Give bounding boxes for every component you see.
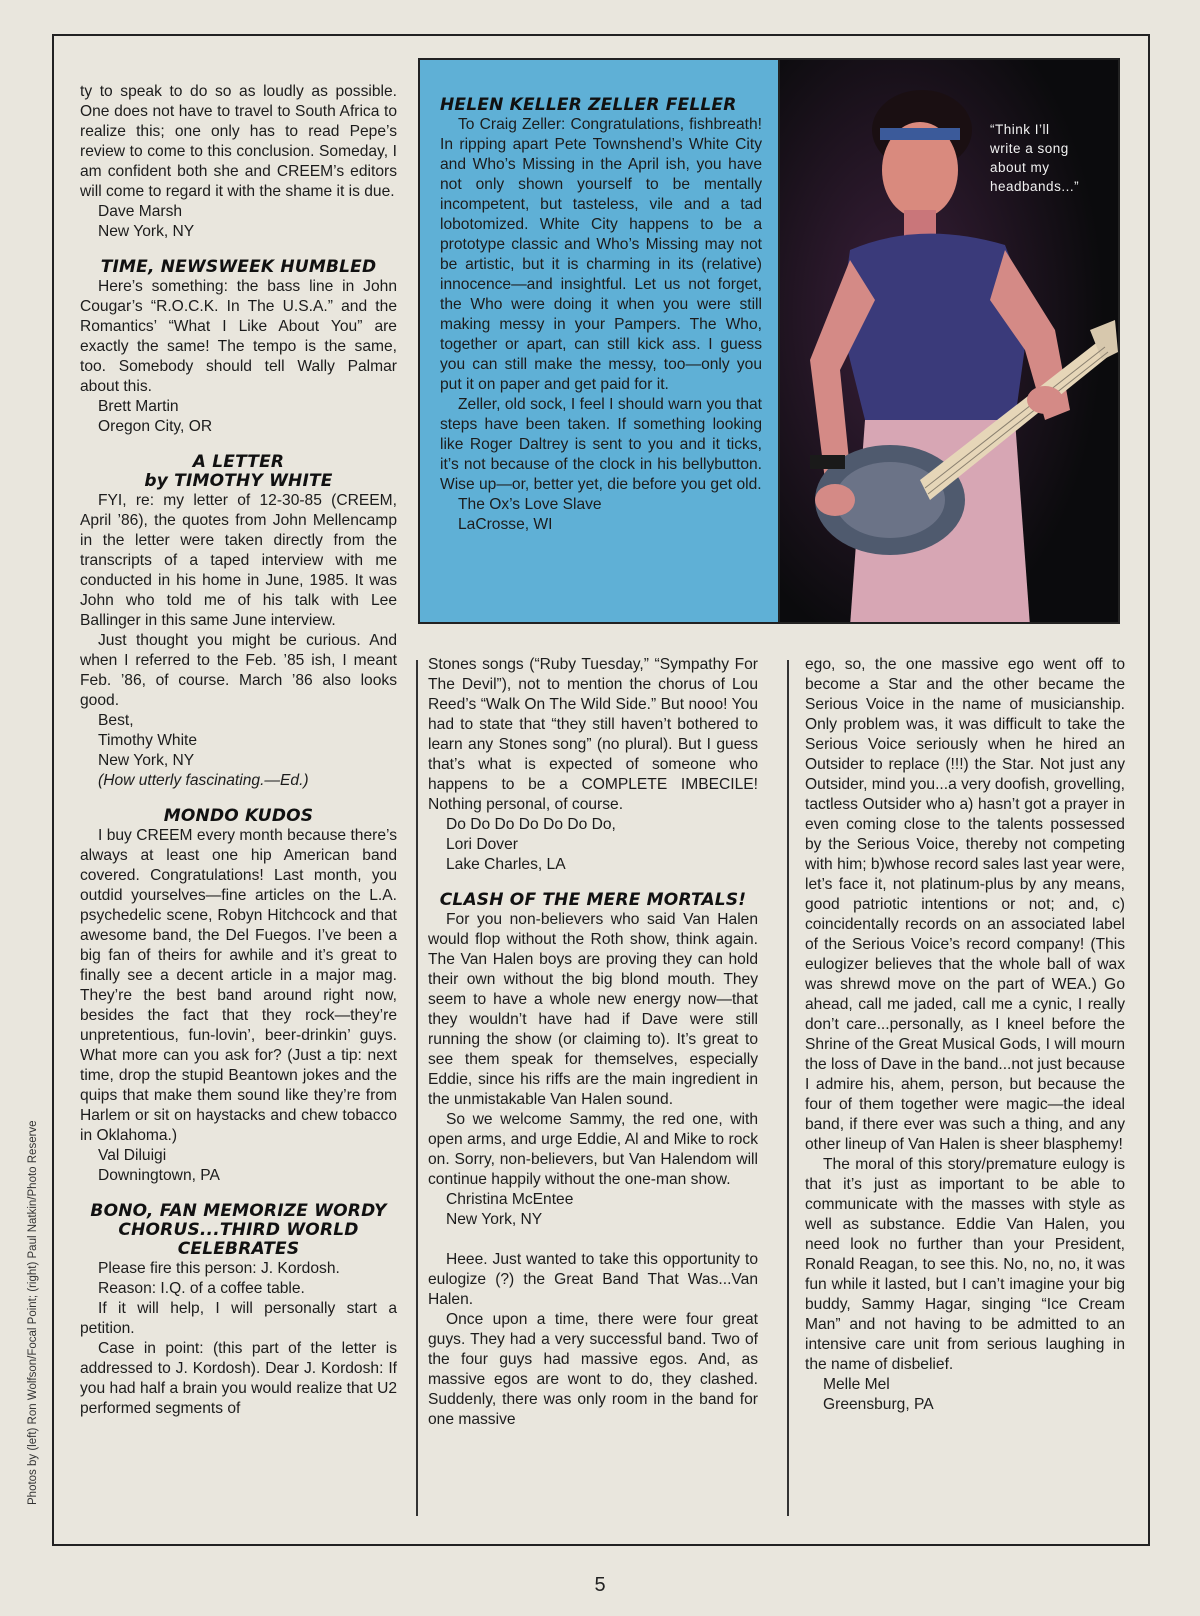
letter-headline bbox=[80, 453, 397, 491]
letter-body: Please fire this person: J. Kordosh. bbox=[98, 1260, 340, 1277]
signature-name: Val Diluigi bbox=[98, 1147, 167, 1164]
page-number: 5 bbox=[594, 1574, 606, 1596]
headline-line: CHORUS...THIRD WORLD CELEBRATES bbox=[118, 1220, 359, 1259]
signature-place: Oregon City, OR bbox=[98, 418, 213, 435]
caption-line: headbands...” bbox=[990, 179, 1080, 194]
middle-column bbox=[428, 655, 758, 1430]
caption-line: about my bbox=[990, 160, 1050, 175]
signature-name: The Ox’s Love Slave bbox=[458, 496, 602, 513]
signature-name: Melle Mel bbox=[823, 1376, 890, 1393]
left-column bbox=[80, 82, 397, 1419]
letter-headline: HELEN KELLER ZELLER FELLER bbox=[440, 95, 737, 115]
letter-body: So we welcome Sammy, the red one, with open arms, and urge Eddie, Al and Mike to rock on. Sorry, non-believers, but Van Halendom will continue happily without the one-man show. bbox=[428, 1111, 758, 1188]
letter-continuation: ty to speak to do so as loudly as possible. One does not have to travel to South Africa to realize this; one only has to read Pepe’s review to come to this conclusion. Someday, I am confident both she and CREEM’s editors will come to regard it with the shame it is due. bbox=[80, 83, 397, 200]
letter-body: Reason: I.Q. of a coffee table. bbox=[98, 1280, 305, 1297]
right-column bbox=[805, 655, 1125, 1415]
signature-place: Lake Charles, LA bbox=[446, 856, 566, 873]
letter-body: The moral of this story/premature eulogy is that it’s just as important to be able to communicate with the masses with style as well as substance. Eddie Van Halen, you need look no further than your President, Ronald Reagan, to see this. No, no, no, it was fun while it lasted, but I can’t imagine your big buddy, Sammy Hagar, singing “Ice Cream Man” and not having to be admitted to an intensive care unit from serious laughing in the name of disbelief. bbox=[805, 1156, 1125, 1373]
signature-name: Lori Dover bbox=[446, 836, 518, 853]
featured-letter-text bbox=[440, 96, 762, 535]
signature-name: Christina McEntee bbox=[446, 1191, 574, 1208]
letter-headline: CLASH OF THE MERE MORTALS! bbox=[439, 890, 747, 910]
letter-headline bbox=[80, 1202, 397, 1259]
signature-place: Greensburg, PA bbox=[823, 1396, 934, 1413]
headline-line: A LETTER bbox=[192, 452, 285, 472]
signature-place: LaCrosse, WI bbox=[458, 516, 553, 533]
photo-credit: Photos by (left) Ron Wolfson/Focal Point; (right) Paul Natkin/Photo Reserve bbox=[27, 1120, 39, 1505]
letter-body: Heee. Just wanted to take this opportunity to eulogize (?) the Great Band That Was...Van Halen. bbox=[428, 1251, 758, 1308]
letter-continuation: ego, so, the one massive ego went off to become a Star and the other became the Serious Voice in the name of musicianship. Only problem was, it was difficult to take the Serious Voice seriously when he hired an Outsider to replace (!!!) the Star. Not just any Outsider, mind you...a very doofish, grovelling, tactless Outsider who a) hasn’t got a prayer in even coming close to the talents possessed by the Serious Voice, thereby not competing with him; b)whose record sales last year were, let’s face it, not platinum-plus by any means, good patriotic intentions or not; and, c) coincidentally records on an associated label of the Serious Voice’s record company! (This eulogizer believes that the whole ball of wax was shrewd move on the part of WEA.) Go ahead, call me jaded, call me a cynic, I really don’t care...personally, as I kneel before the Shrine of the Great Musical Gods, I will mourn the loss of Dave in the band...not just because I admire his, ahem, person, but because the four of them together were magic—the ideal band, if there ever was such a thing, and any other lineup of Van Halen is sheer blasphemy! bbox=[805, 656, 1125, 1153]
letter-body: FYI, re: my letter of 12-30-85 (CREEM, April ’86), the quotes from John Mellencamp in the letter were taken directly from the transcripts of a taped interview with me conducted in his home in June, 1985. It was John who told me of his talk with Lee Ballinger in this same June interview. bbox=[80, 492, 397, 629]
letter-headline: TIME, NEWSWEEK HUMBLED bbox=[100, 257, 377, 277]
signature-name: Dave Marsh bbox=[98, 203, 183, 220]
headline-line: BONO, FAN MEMORIZE WORDY bbox=[90, 1201, 387, 1221]
signature-place: New York, NY bbox=[98, 752, 195, 769]
letter-body: For you non-believers who said Van Halen would flop without the Roth show, think again. The Van Halen boys are proving they can hold their own without the big blond mouth. They seem to have a whole new energy now—that they wouldn’t have had if Dave were still running the show (or claiming to). It’s great to see them speak for themselves, especially Eddie, since his riffs are the main ingredient in the unmistakable Van Halen sound. bbox=[428, 911, 758, 1108]
caption-line: write a song bbox=[990, 141, 1069, 156]
letter-body: Here’s something: the bass line in John Cougar’s “R.O.C.K. In The U.S.A.” and the Romantics’ “What I Like About You” are exactly the same! The tempo is the same, too. Somebody should tell Wally Palmar about this. bbox=[80, 278, 397, 395]
letter-body: To Craig Zeller: Congratulations, fishbreath! In ripping apart Pete Townshend’s White City and Who’s Missing in the April ish, you have not only shown yourself to be mentally incompetent, but tasteless, vile and a tad lobotomized. White City happens to be a prototype classic and Who’s Missing may not be artistic, but it is charming in its (relative) innocence—and insightful. Let us not forget, the Who were doing it when you were still making messy in your Pampers. The Who, together or apart, can still kick ass. I guess you can still make the messy, too—only you put it on paper and get paid for it. bbox=[440, 116, 762, 393]
signature-closing: Best, bbox=[98, 712, 134, 729]
photo-caption bbox=[990, 120, 1110, 196]
column-divider bbox=[787, 660, 789, 1516]
letter-body: Zeller, old sock, I feel I should warn you that steps have been taken. If something looking like Roger Daltrey is sent to you and it ticks, it’s not because of the clock in his bellybutton. Wise up—or, better yet, die before you get old. bbox=[440, 396, 762, 493]
headline-line: by TIMOTHY WHITE bbox=[144, 471, 333, 491]
signature-place: New York, NY bbox=[446, 1211, 543, 1228]
letter-body: Once upon a time, there were four great guys. They had a very successful band. Two of the four guys had massive egos. And, as massive egos are wont to do, they clashed. Suddenly, there was only room in the band for one massive bbox=[428, 1311, 758, 1428]
signature-name: Timothy White bbox=[98, 732, 198, 749]
caption-line: “Think I’ll bbox=[990, 122, 1050, 137]
letter-continuation: Stones songs (“Ruby Tuesday,” “Sympathy For The Devil”), not to mention the chorus of Lou Reed’s “Walk On The Wild Side.” But nooo! You had to state that “they still haven’t bothered to learn any Stones song” (no plural). But I guess that’s what is expected of someone who happens to be a COMPLETE IMBECILE! Nothing personal, of course. bbox=[428, 656, 758, 813]
signature-name: Brett Martin bbox=[98, 398, 179, 415]
letter-headline: MONDO KUDOS bbox=[163, 806, 314, 826]
signature-place: Downingtown, PA bbox=[98, 1167, 220, 1184]
signature-place: New York, NY bbox=[98, 223, 195, 240]
letter-body: Just thought you might be curious. And when I referred to the Feb. ’85 ish, I meant Feb. ’86, of course. March ’86 also looks good. bbox=[80, 632, 397, 709]
letter-body: If it will help, I will personally start a petition. bbox=[80, 1300, 397, 1337]
letter-body: I buy CREEM every month because there’s always at least one hip American band covered. Congratulations! Last month, you outdid yourselves—fine articles on the L.A. psychedelic scene, Robyn Hitchcock and that awesome band, the Del Fuegos. I’ve been a big fan of theirs for awhile and it’s great to finally see a decent article in a major mag. They’re the best band around right now, besides the fact that they rock—they’re unpretentious, fun-lovin’, beer-drinkin’ guys. What more can you ask for? (Just a tip: next time, drop the stupid Beantown jokes and the quips that make them sound like they’re from Harlem or sit on haystacks and chew tobacco in Oklahoma.) bbox=[80, 827, 397, 1144]
editor-note: (How utterly fascinating.—Ed.) bbox=[98, 772, 309, 789]
signature-line: Do Do Do Do Do Do Do, bbox=[446, 816, 616, 833]
letter-body: Case in point: (this part of the letter is addressed to J. Kordosh). Dear J. Kordosh: If you had half a brain you would realize that U2 performed segments of bbox=[80, 1340, 397, 1417]
column-divider bbox=[416, 660, 418, 1516]
